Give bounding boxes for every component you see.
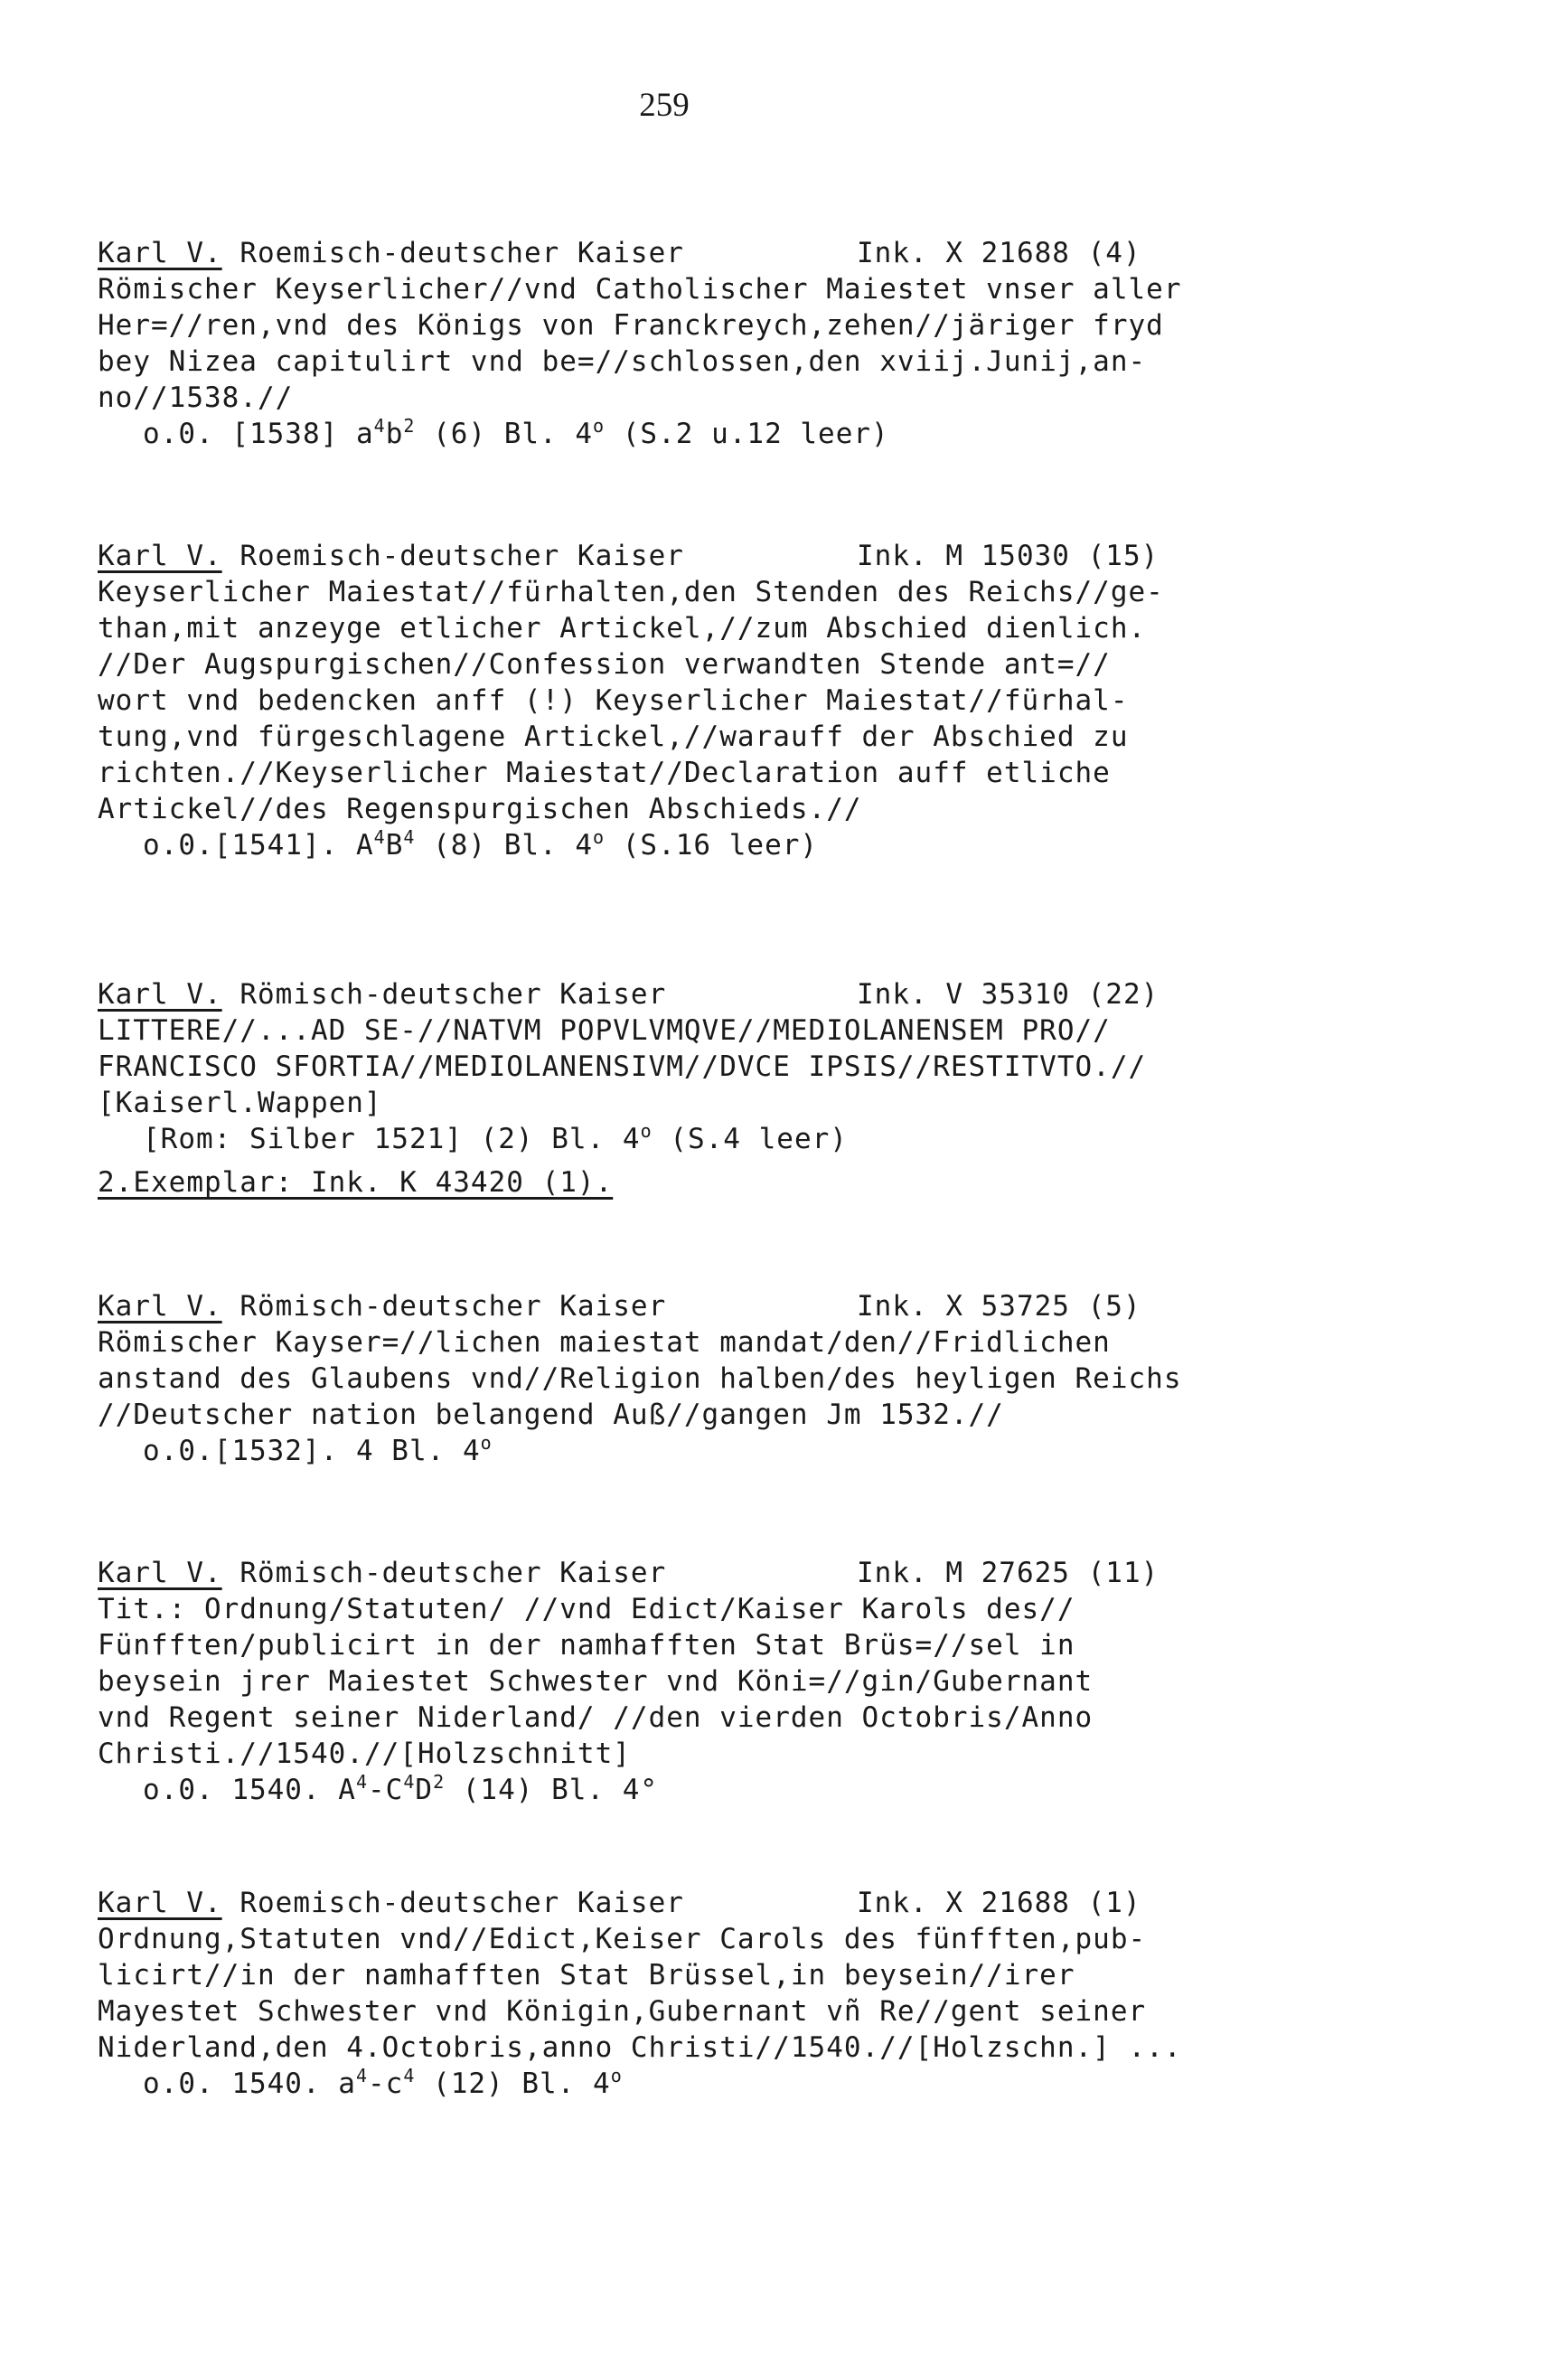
title-line: Christi.//1540.//[Holzschnitt] xyxy=(98,1738,631,1770)
second-exemplar-note: 2.Exemplar: Ink. K 43420 (1). xyxy=(98,1166,614,1199)
title-line: LITTERE//...AD SE-//NATVM POPVLVMQVE//MEDIOLANENSEM PRO// xyxy=(98,1014,1111,1047)
entry-heading xyxy=(98,1555,1291,1591)
title-line: wort vnd bedencken anff (!) Keyserlicher Maiestat//fürhal- xyxy=(98,684,1129,717)
title-line: vnd Regent seiner Niderland/ //den vierden Octobris/Anno xyxy=(98,1701,1094,1734)
title-line: no//1538.// xyxy=(98,381,294,414)
author: Karl V. xyxy=(98,1887,222,1919)
shelfmark: Ink. M 15030 (15) xyxy=(857,540,1160,572)
catalog-entry xyxy=(98,1555,1291,1808)
collation-line: o.0. 1540. $A^4-C^4D^2$ (14) Bl. 4° xyxy=(143,1771,659,1806)
collation-line: [Rom: Silber 1521] (2) Bl. 4$^o$ (S.4 leer) xyxy=(143,1120,848,1155)
shelfmark: Ink. X 21688 (1) xyxy=(857,1887,1141,1919)
title-line: Artickel//des Regenspurgischen Abschieds.// xyxy=(98,793,862,825)
title-line: Ordnung,Statuten vnd//Edict,Keiser Carols des fünfften,pub- xyxy=(98,1923,1147,1955)
author: Karl V. xyxy=(98,1557,222,1589)
title-line: Römischer Keyserlicher//vnd Catholischer Maiestet vnser aller xyxy=(98,273,1182,306)
author-role: Roemisch-deutscher Kaiser xyxy=(239,1887,684,1919)
entry-heading xyxy=(98,976,1291,1012)
page-number: 259 xyxy=(639,87,690,124)
title-line: beysein jrer Maiestet Schwester vnd Köni=//gin/Gubernant xyxy=(98,1665,1094,1698)
catalog-entry xyxy=(98,1288,1291,1469)
author-role: Römisch-deutscher Kaiser xyxy=(239,1557,667,1589)
title-line: Mayestet Schwester vnd Königin,Gubernant vñ Re//gent seiner xyxy=(98,1995,1147,2028)
author-role: Römisch-deutscher Kaiser xyxy=(239,978,667,1011)
entry-heading xyxy=(98,1885,1291,1921)
title-line: tung,vnd fürgeschlagene Artickel,//warauff der Abschied zu xyxy=(98,721,1129,753)
entry-heading xyxy=(98,235,1291,271)
title-line: than,mit anzeyge etlicher Artickel,//zum Abschied dienlich. xyxy=(98,612,1147,645)
author: Karl V. xyxy=(98,237,222,269)
title-line: Niderland,den 4.Octobris,anno Christi//1540.//[Holzschn.] ... xyxy=(98,2031,1182,2064)
title-line: Her=//ren,vnd des Königs von Franckreych,zehen//järiger fryd xyxy=(98,309,1164,342)
title-line: Römischer Kayser=//lichen maiestat mandat/den//Fridlichen xyxy=(98,1326,1111,1359)
author: Karl V. xyxy=(98,540,222,572)
author: Karl V. xyxy=(98,1290,222,1323)
title-line: Keyserlicher Maiestat//fürhalten,den Stenden des Reichs//ge- xyxy=(98,576,1164,608)
title-line: //Deutscher nation belangend Auß//gangen Jm 1532.// xyxy=(98,1399,1004,1431)
author-role: Römisch-deutscher Kaiser xyxy=(239,1290,667,1323)
catalog-entry xyxy=(98,235,1291,452)
catalog-entry xyxy=(98,976,1291,1201)
title-line: //Der Augspurgischen//Confession verwandten Stende ant=// xyxy=(98,648,1111,681)
title-line: richten.//Keyserlicher Maiestat//Declaration auff etliche xyxy=(98,757,1111,789)
collation-line: o.0. [1538] $a^4b^2$ (6) Bl. 4$^o$ (S.2 u.12 leer) xyxy=(143,415,889,450)
shelfmark: Ink. M 27625 (11) xyxy=(857,1557,1160,1589)
collation-line: o.0.[1541]. $A^4B^4$ (8) Bl. 4$^o$ (S.16 leer) xyxy=(143,826,819,862)
shelfmark: Ink. X 21688 (4) xyxy=(857,237,1141,269)
title-line: anstand des Glaubens vnd//Religion halben/des heyligen Reichs xyxy=(98,1362,1182,1395)
collation-line: o.0.[1532]. 4 Bl. 4$^o$ xyxy=(143,1432,493,1467)
catalog-entry xyxy=(98,538,1291,863)
shelfmark: Ink. V 35310 (22) xyxy=(857,978,1160,1011)
author-role: Roemisch-deutscher Kaiser xyxy=(239,237,684,269)
title-line: licirt//in der namhafften Stat Brüssel,in beysein//irer xyxy=(98,1959,1075,1992)
entry-heading xyxy=(98,538,1291,574)
shelfmark: Ink. X 53725 (5) xyxy=(857,1290,1141,1323)
author: Karl V. xyxy=(98,978,222,1011)
title-line: FRANCISCO SFORTIA//MEDIOLANENSIVM//DVCE IPSIS//RESTITVTO.// xyxy=(98,1050,1147,1083)
title-line: Fünfften/publicirt in der namhafften Stat Brüs=//sel in xyxy=(98,1629,1075,1662)
catalog-entry xyxy=(98,1885,1291,2102)
collation-line: o.0. 1540. $a^4-c^4$ (12) Bl. 4$^o$ xyxy=(143,2065,623,2100)
title-line: Tit.: Ordnung/Statuten/ //vnd Edict/Kaiser Karols des// xyxy=(98,1593,1075,1625)
title-line: [Kaiserl.Wappen] xyxy=(98,1087,382,1119)
title-line: bey Nizea capitulirt vnd be=//schlossen,den xviij.Junij,an- xyxy=(98,345,1147,378)
author-role: Roemisch-deutscher Kaiser xyxy=(239,540,684,572)
entry-heading xyxy=(98,1288,1291,1324)
